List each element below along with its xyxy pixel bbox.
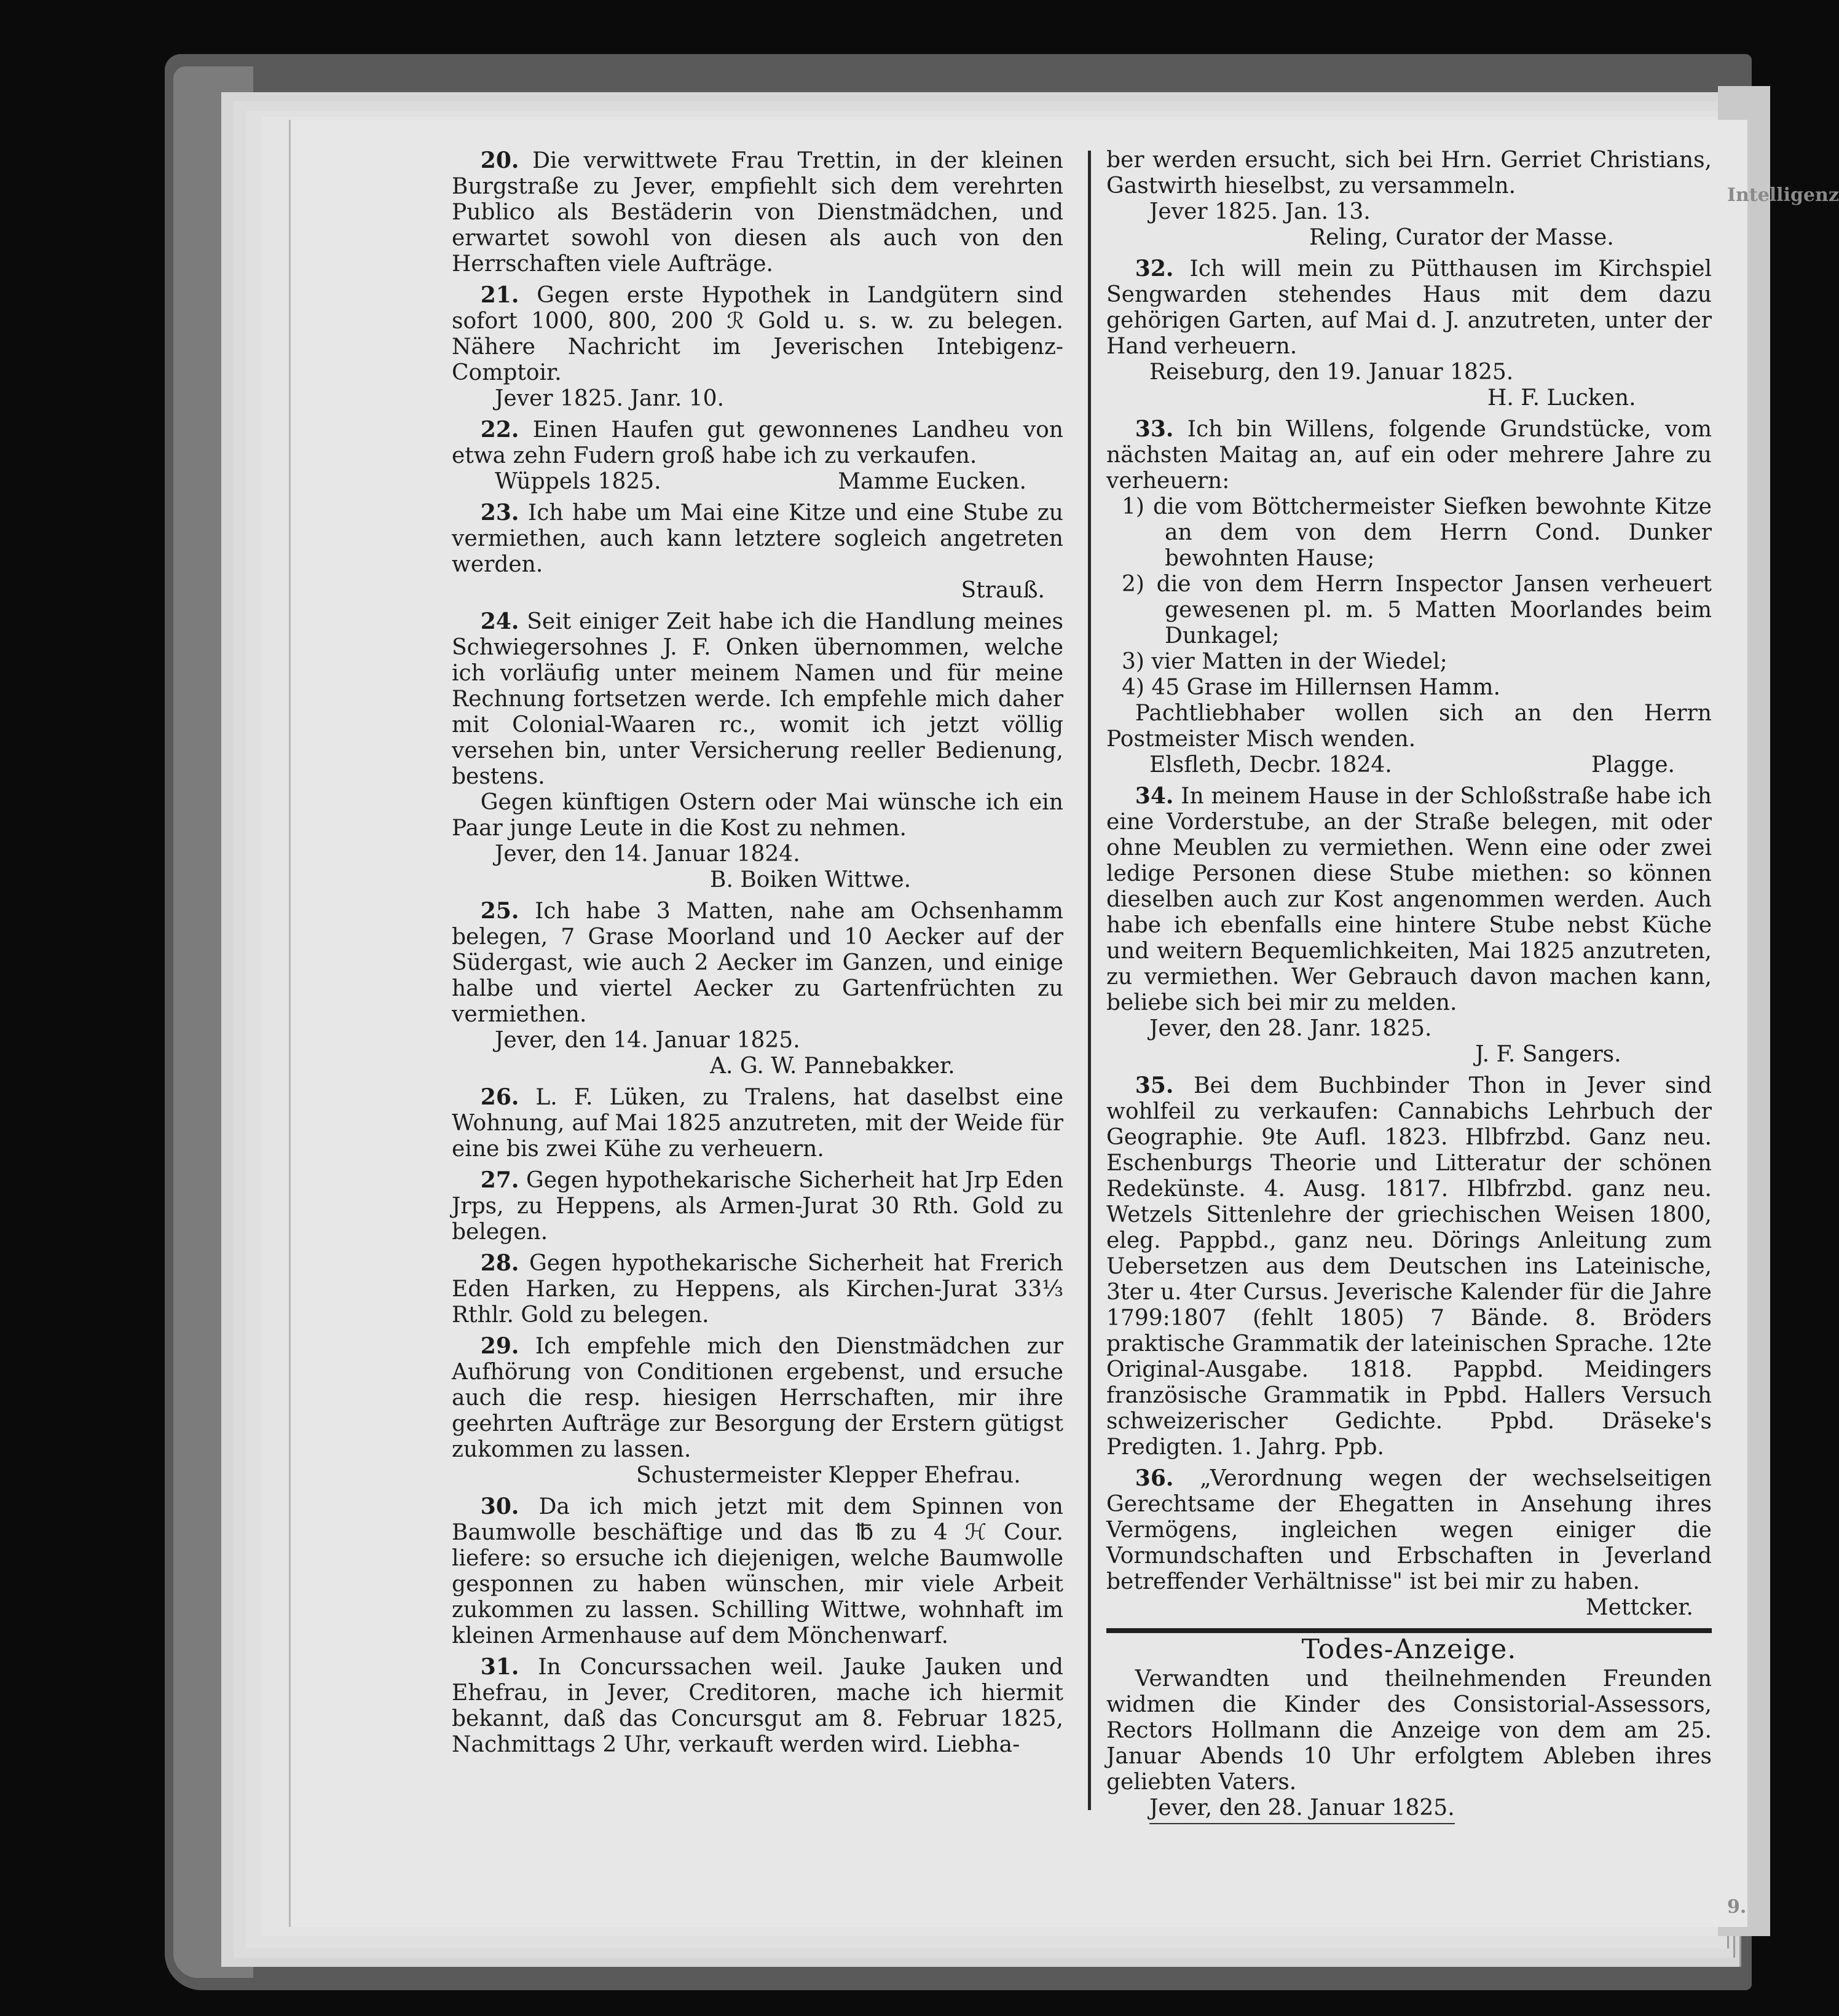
ad-31 [452, 1654, 1063, 1758]
list-item: 1) die vom Böttchermeister Siefken bewohnte Kitze an dem von dem Herrn Cond. Dunker bewohnten Hause; [1122, 494, 1712, 571]
ad-signature: Mettcker. [1585, 1595, 1693, 1620]
ad-35 [1106, 1073, 1712, 1460]
ad-signature: Strauß. [961, 578, 1045, 603]
ad-33 [1106, 416, 1712, 778]
ad-number: 35. [1135, 1073, 1174, 1098]
left-column [452, 148, 1063, 1763]
list-item: 3) vier Matten in der Wiedel; [1122, 649, 1447, 674]
ad-text: Ich empfehle mich den Dienstmädchen zur Aufhörung von Conditionen ergebenst, und ersuche auch die resp. hiesigen Herrschaften, mir ihre geehrten Aufträge zur Besorgung der Erstern gütigst zukommen zu lassen. [452, 1334, 1063, 1462]
ad-signature: Reling, Curator der Masse. [1309, 225, 1614, 250]
death-notice-signature: Jever, den 28. Januar 1825. [1149, 1795, 1455, 1824]
ad-date: Jever, den 14. Januar 1824. [495, 841, 800, 867]
ad-number: 20. [480, 148, 519, 173]
bleed-through-text: Intelligenz [1727, 184, 1839, 206]
ad-text: Einen Haufen gut gewonnenes Landheu von etwa zehn Fudern groß habe ich zu verkaufen. [452, 417, 1063, 468]
ad-signature: H. F. Lucken. [1487, 385, 1636, 411]
ad-text: Seit einiger Zeit habe ich die Handlung meines Schwiegersohnes J. F. Onken übernommen, welche ich vorläufig unter meinem Namen und für meine Rechnung fortsetzen werde. Ich empfehle mich daher mit Colonial-Waaren rc., womit ich jetzt völlig versehen bin, unter Versicherung reeller Bedienung, bestens. [452, 609, 1063, 789]
ad-date: Jever 1825. Janr. 10. [495, 386, 725, 411]
death-notice-title: Todes-Anzeige. [1301, 1634, 1517, 1665]
ad-place-date: Elsfleth, Decbr. 1824. [1149, 752, 1392, 778]
ad-text: Gegen erste Hypothek in Landgütern sind sofort 1000, 800, 200 ℛ Gold u. s. w. zu belegen. Nähere Nachricht im Jeverischen Intebigenz-Comptoir. [452, 283, 1063, 385]
ad-signature: A. G. W. Pannebakker. [710, 1053, 955, 1079]
ad-number: 33. [1135, 416, 1174, 442]
ad-text: ber werden ersucht, sich bei Hrn. Gerriet Christians, Gastwirth hieselbst, zu versammeln. [1106, 148, 1712, 199]
ad-text: In Concurssachen weil. Jauke Jauken und Ehefrau, in Jever, Creditoren, mache ich hiermit bekannt, daß das Concursgut am 8. Februar 1825, Nachmittags 2 Uhr, verkauft werden wird. Liebha- [452, 1655, 1063, 1757]
ad-text: Bei dem Buchbinder Thon in Jever sind wohlfeil zu verkaufen: Cannabichs Lehrbuch der Geographie. 9te Aufl. 1823. Hlbfrzbd. Ganz neu. Eschenburgs Theorie und Litteratur der schönen Redekünste. 4. Ausg. 1817. Hlbfrzbd. ganz neu. Wetzels Sittenlehre der griechischen Weisen 1800, eleg. Pappbd., ganz neu. Dörings Anleitung zum Uebersetzen aus dem Deutschen ins Lateinische, 3ter u. 4ter Cursus. Jeverische Kalender für die Jahre 1799:1807 (fehlt 1805) 7 Bände. 8. Bröders praktische Grammatik der lateinischen Sprache. 12te Original-Ausgabe. 1818. Pappbd. Meidingers französische Grammatik in Ppbd. Hallers Versuch schweizerischer Gedichte. Ppbd. Dräseke's Predigten. 1. Jahrg. Ppb. [1106, 1073, 1712, 1460]
ad-34 [1106, 783, 1712, 1068]
ad-place-date: Wüppels 1825. [495, 469, 661, 494]
ad-text: Gegen künftigen Ostern oder Mai wünsche ich ein Paar junge Leute in die Kost zu nehmen. [452, 790, 1063, 841]
ad-21 [452, 282, 1063, 412]
ad-number: 22. [480, 417, 519, 443]
ad-25 [452, 898, 1063, 1079]
section-divider [1106, 1628, 1712, 1633]
ad-number: 26. [480, 1084, 519, 1110]
ad-signature: Mamme Eucken. [838, 469, 1026, 494]
ad-number: 32. [1135, 256, 1174, 282]
ad-31-continued [1106, 148, 1712, 251]
right-column [1106, 148, 1712, 1826]
ad-29 [452, 1333, 1063, 1489]
ad-20 [452, 148, 1063, 277]
ad-signature-row [1106, 752, 1712, 778]
death-notice-text: Verwandten und theilnehmenden Freunden widmen die Kinder des Consistorial-Assessors, Rectors Hollmann die Anzeige von dem am 25. Januar Abends 10 Uhr erfolgtem Ableben ihres geliebten Vaters. [1106, 1666, 1712, 1795]
column-divider [1088, 151, 1091, 1810]
ad-signature-row [452, 469, 1063, 495]
ad-number: 24. [480, 608, 519, 634]
list-item: 2) die von dem Herrn Inspector Jansen verheuert gewesenen pl. m. 5 Matten Moorlandes beim Dunkagel; [1122, 572, 1712, 648]
ad-23 [452, 500, 1063, 604]
ad-28 [452, 1250, 1063, 1328]
ad-number: 29. [480, 1333, 519, 1359]
ad-number: 25. [480, 898, 519, 924]
ad-26 [452, 1084, 1063, 1162]
ad-signature: Plagge. [1591, 752, 1675, 778]
ad-36 [1106, 1465, 1712, 1621]
ad-text: Pachtliebhaber wollen sich an den Herrn Postmeister Misch wenden. [1106, 701, 1712, 752]
ad-22 [452, 417, 1063, 495]
ad-date: Jever, den 28. Janr. 1825. [1149, 1016, 1432, 1041]
ad-text: Ich bin Willens, folgende Grundstücke, vom nächsten Maitag an, auf ein oder mehrere Jahre zu verheuern: [1106, 417, 1712, 494]
ad-text: L. F. Lüken, zu Tralens, hat daselbst eine Wohnung, auf Mai 1825 anzutreten, mit der Weide für eine bis zwei Kühe zu verheuern. [452, 1085, 1063, 1162]
ad-text: Die verwittwete Frau Trettin, in der kleinen Burgstraße zu Jever, empfiehlt sich dem verehrten Publico als Bestäderin von Dienstmädchen, und erwartet sowohl von diesen als auch von den Herrschaften viele Aufträge. [452, 148, 1063, 277]
death-notice [1106, 1666, 1712, 1821]
ad-text: Ich will mein zu Pütthausen im Kirchspiel Sengwarden stehendes Haus mit dem dazu gehörigen Garten, auf Mai d. J. anzutreten, unter der Hand verheuern. [1106, 256, 1712, 359]
ad-text: Ich habe um Mai eine Kitze und eine Stube zu vermiethen, auch kann letztere sogleich angetreten werden. [452, 500, 1063, 577]
ad-text: Gegen hypothekarische Sicherheit hat Frerich Eden Harken, zu Heppens, als Kirchen-Jurat 33⅓ Rthlr. Gold zu belegen. [452, 1251, 1063, 1328]
ad-date: Jever, den 14. Januar 1825. [495, 1028, 800, 1053]
ad-number: 31. [480, 1654, 519, 1680]
ad-text: Da ich mich jetzt mit dem Spinnen von Baumwolle beschäftige und das ℔ zu 4 ℋ Cour. liefere: so ersuche ich diejenigen, welche Baumwolle gesponnen zu haben wünschen, mir viele Arbeit zukommen zu lassen. Schilling Wittwe, wohnhaft im kleinen Armenhause auf dem Mönchenwarf. [452, 1494, 1063, 1648]
ad-number: 36. [1135, 1465, 1174, 1491]
ad-signature: J. F. Sangers. [1475, 1042, 1621, 1067]
ad-text: In meinem Hause in der Schloßstraße habe ich eine Vorderstube, an der Straße belegen, mit oder ohne Meublen zu vermiethen. Wenn eine oder zwei ledige Personen diese Stube miethen: so können dieselben auch zur Kost angenommen werden. Auch habe ich ebenfalls eine hintere Stube nebst Küche und weitern Bequemlichkeiten, Mai 1825 anzutreten, zu vermiethen. Wer Gebrauch davon machen kann, beliebe sich bei mir zu melden. [1106, 784, 1712, 1015]
ad-24 [452, 608, 1063, 893]
bleed-through-text: 9. [1727, 1896, 1747, 1918]
ad-date: Jever 1825. Jan. 13. [1149, 199, 1371, 224]
ad-32 [1106, 256, 1712, 411]
ad-number: 34. [1135, 783, 1174, 809]
property-list [1106, 494, 1712, 701]
list-item: 4) 45 Grase im Hillernsen Hamm. [1122, 675, 1501, 700]
ad-number: 23. [480, 500, 519, 526]
ad-date: Reiseburg, den 19. Januar 1825. [1149, 360, 1514, 385]
ad-number: 28. [480, 1250, 519, 1276]
ad-number: 27. [480, 1167, 519, 1193]
death-notice-date [1106, 1795, 1712, 1821]
ad-27 [452, 1167, 1063, 1245]
ad-text: „Verordnung wegen der wechselseitigen Gerechtsame der Ehegatten in Ansehung ihres Vermögens, ingleichen wegen einiger die Vormundschaften und Erbschaften in Jeverland betreffender Verhältnisse" ist bei mir zu haben. [1106, 1466, 1712, 1594]
ad-text: Gegen hypothekarische Sicherheit hat Jrp Eden Jrps, zu Heppens, als Armen-Jurat 30 Rth. Gold zu belegen. [452, 1168, 1063, 1245]
ad-signature: Schustermeister Klepper Ehefrau. [636, 1463, 1021, 1488]
ad-30 [452, 1494, 1063, 1649]
ad-number: 21. [480, 282, 519, 308]
ad-text: Ich habe 3 Matten, nahe am Ochsenhamm belegen, 7 Grase Moorland und 10 Aecker auf der Südergast, wie auch 2 Aecker im Ganzen, und einige halbe und viertel Aecker zu Gartenfrüchten zu vermiethen. [452, 899, 1063, 1027]
ad-number: 30. [480, 1494, 519, 1519]
ad-signature: B. Boiken Wittwe. [710, 867, 912, 892]
